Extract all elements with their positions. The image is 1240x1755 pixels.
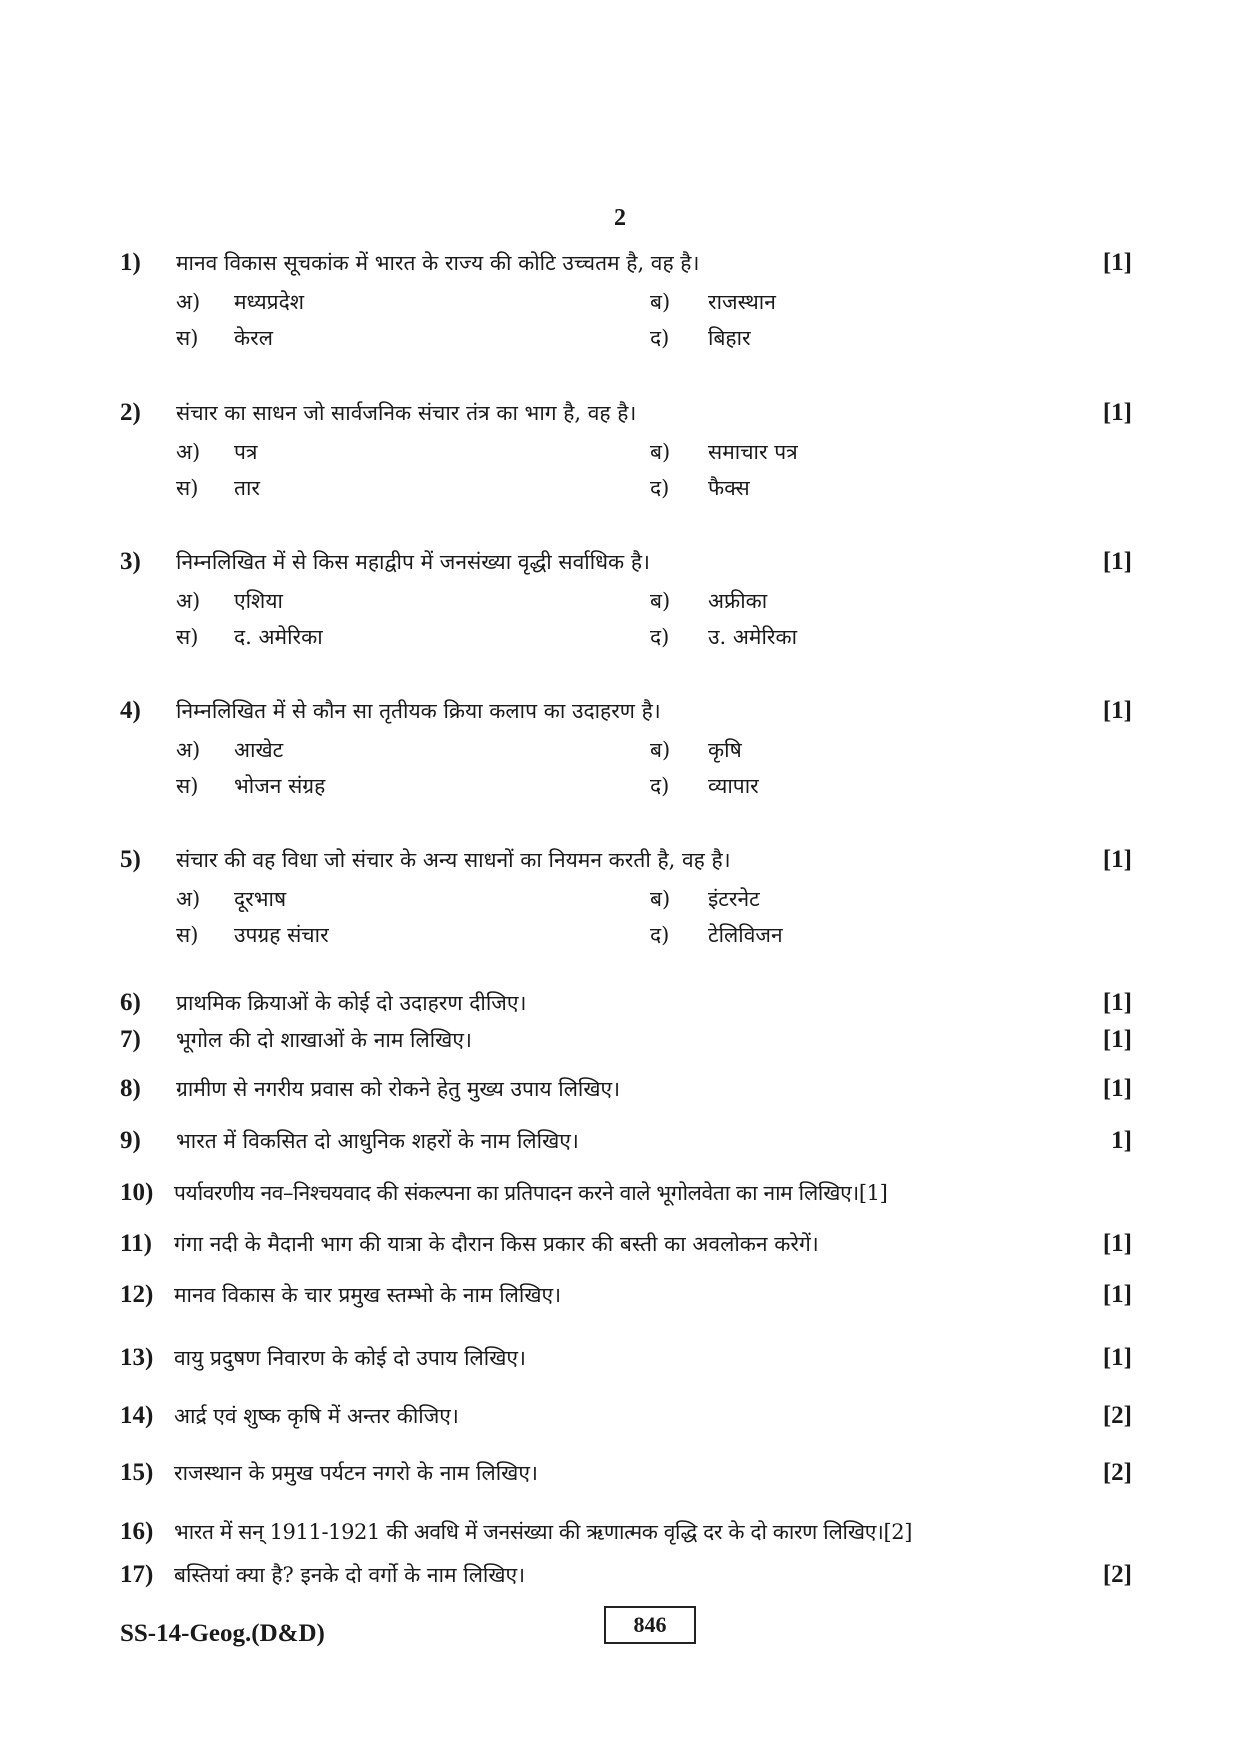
question-10	[120, 1176, 1132, 1210]
question-2	[120, 396, 1132, 508]
question-text: भारत में विकसित दो आधुनिक शहरों के नाम लिखिए।	[176, 1129, 579, 1153]
option-b: ब) समाचार पत्र	[650, 440, 798, 464]
question-7	[120, 1023, 1132, 1057]
question-15	[120, 1456, 1132, 1490]
question-9	[120, 1124, 1132, 1158]
question-4	[120, 694, 1132, 806]
question-number: 15)	[120, 1459, 154, 1486]
question-3	[120, 545, 1132, 657]
question-8	[120, 1072, 1132, 1106]
option-a: अ) दूरभाष	[176, 887, 287, 911]
question-number: 12)	[120, 1281, 154, 1308]
question-number: 16)	[120, 1518, 154, 1545]
option-a: अ) पत्र	[176, 440, 258, 464]
marks: [1]	[1102, 1281, 1132, 1308]
marks: [1]	[1102, 1075, 1132, 1102]
question-text: आर्द्र एवं शुष्क कृषि में अन्तर कीजिए।	[174, 1404, 459, 1428]
question-number: 4)	[120, 697, 141, 724]
option-b: ब) राजस्थान	[650, 290, 776, 314]
question-text: पर्यावरणीय नव–निश्चयवाद की संकल्पना का प्रतिपादन करने वाले भूगोलवेता का नाम लिखिए।[1]	[174, 1181, 888, 1205]
option-c: स) केरल	[176, 326, 273, 350]
option-d: द) उ. अमेरिका	[650, 625, 798, 649]
marks: [2]	[1102, 1561, 1132, 1588]
question-number: 8)	[120, 1075, 141, 1102]
paper-code: SS-14-Geog.(D&D)	[120, 1620, 325, 1647]
question-text: ग्रामीण से नगरीय प्रवास को रोकने हेतु मुख्य उपाय लिखिए।	[176, 1077, 621, 1101]
option-c: स) उपग्रह संचार	[176, 923, 329, 947]
question-text: निम्नलिखित में से कौन सा तृतीयक क्रिया कलाप का उदाहरण है।	[176, 699, 661, 723]
question-number: 1)	[120, 249, 141, 276]
option-b: ब) इंटरनेट	[650, 887, 760, 911]
option-b: ब) कृषि	[650, 738, 742, 762]
question-number: 5)	[120, 846, 141, 873]
option-d: द) व्यापार	[650, 774, 759, 798]
question-number: 6)	[120, 989, 141, 1016]
marks: [1]	[1102, 697, 1132, 724]
marks: [1]	[1102, 399, 1132, 426]
question-text: निम्नलिखित में से किस महाद्वीप में जनसंख्या वृद्धी सर्वाधिक है।	[176, 550, 650, 574]
question-number: 17)	[120, 1561, 154, 1588]
marks: [2]	[1102, 1459, 1132, 1486]
question-text: भूगोल की दो शाखाओं के नाम लिखिए।	[176, 1028, 472, 1052]
question-text: बस्तियां क्या है? इनके दो वर्गो के नाम लिखिए।	[174, 1563, 526, 1587]
page-number: 2	[614, 205, 626, 231]
question-1	[120, 246, 1132, 358]
question-number: 13)	[120, 1344, 154, 1371]
marks: [1]	[1102, 1230, 1132, 1257]
question-text: मानव विकास सूचकांक में भारत के राज्य की कोटि उच्चतम है, वह है।	[176, 251, 700, 275]
question-6	[120, 986, 1132, 1020]
option-c: स) भोजन संग्रह	[176, 774, 326, 798]
question-number: 10)	[120, 1179, 154, 1206]
marks: [1]	[1102, 1344, 1132, 1371]
option-d: द) बिहार	[650, 326, 751, 350]
question-17	[120, 1558, 1132, 1592]
option-a: अ) एशिया	[176, 589, 283, 613]
question-number: 14)	[120, 1402, 154, 1429]
option-d: द) फैक्स	[650, 476, 750, 500]
question-text: राजस्थान के प्रमुख पर्यटन नगरो के नाम लिखिए।	[174, 1461, 538, 1485]
option-b: ब) अफ्रीका	[650, 589, 768, 613]
marks: [1]	[1102, 548, 1132, 575]
question-text: गंगा नदी के मैदानी भाग की यात्रा के दौरान किस प्रकार की बस्ती का अवलोकन करेगें।	[174, 1232, 819, 1256]
question-number: 11)	[120, 1230, 152, 1257]
question-text: संचार का साधन जो सार्वजनिक संचार तंत्र का भाग है, वह है।	[176, 401, 637, 425]
option-c: स) तार	[176, 476, 260, 500]
question-number: 9)	[120, 1127, 141, 1154]
question-13	[120, 1341, 1132, 1375]
question-5	[120, 843, 1132, 955]
question-12	[120, 1278, 1132, 1312]
marks: [1]	[1102, 846, 1132, 873]
marks: [1]	[1102, 249, 1132, 276]
marks: [1]	[1102, 989, 1132, 1016]
question-14	[120, 1399, 1132, 1433]
option-a: अ) मध्यप्रदेश	[176, 290, 305, 314]
question-16	[120, 1515, 1132, 1549]
question-11	[120, 1227, 1132, 1261]
option-c: स) द. अमेरिका	[176, 625, 323, 649]
question-text: प्राथमिक क्रियाओं के कोई दो उदाहरण दीजिए।	[176, 991, 527, 1015]
question-number: 7)	[120, 1026, 141, 1053]
question-number: 2)	[120, 399, 141, 426]
question-number: 3)	[120, 548, 141, 575]
question-text: भारत में सन् 1911-1921 की अवधि में जनसंख्या की ऋणात्मक वृद्धि दर के दो कारण लिखिए।[2]	[174, 1520, 913, 1544]
page-code-box: 846	[604, 1606, 696, 1644]
question-text: संचार की वह विधा जो संचार के अन्य साधनों का नियमन करती है, वह है।	[176, 848, 731, 872]
option-a: अ) आखेट	[176, 738, 284, 762]
marks: 1]	[1111, 1127, 1132, 1154]
marks: [2]	[1102, 1402, 1132, 1429]
option-d: द) टेलिविजन	[650, 923, 783, 947]
question-text: मानव विकास के चार प्रमुख स्तम्भो के नाम लिखिए।	[174, 1283, 562, 1307]
marks: [1]	[1102, 1026, 1132, 1053]
question-text: वायु प्रदुषण निवारण के कोई दो उपाय लिखिए।	[174, 1346, 526, 1370]
